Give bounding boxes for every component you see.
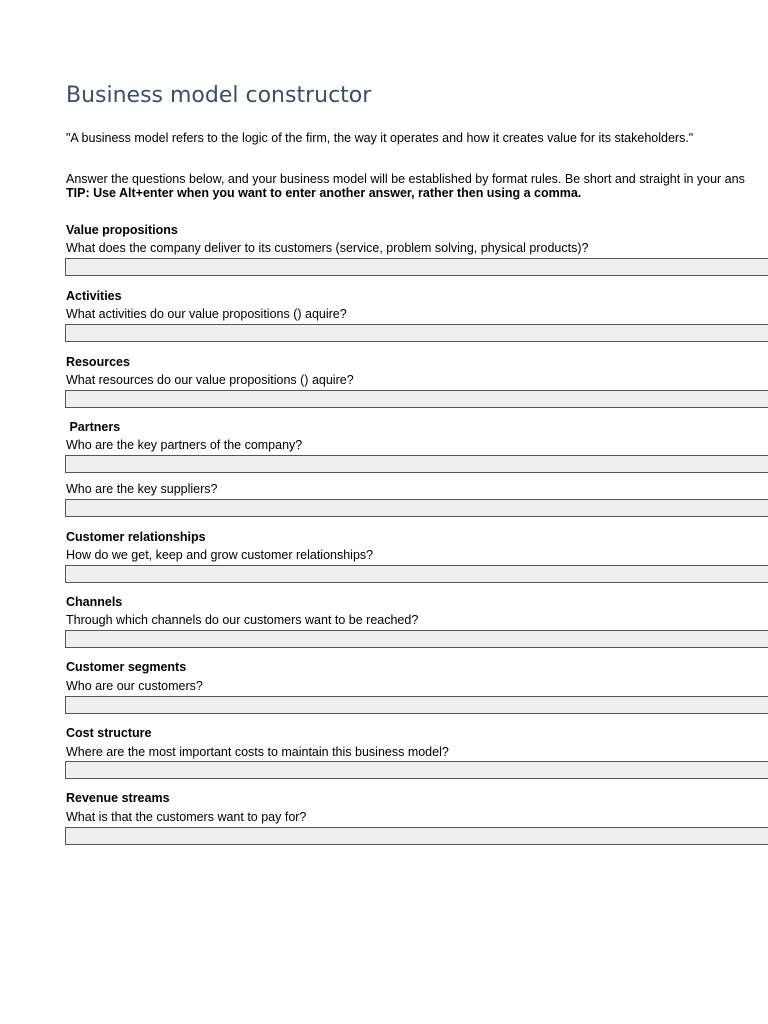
definition-quote: "A business model refers to the logic of the firm, the way it operates and how it creates value for its stakeholders." bbox=[66, 131, 694, 145]
answer-field-key-partners[interactable] bbox=[65, 455, 768, 473]
question-value-propositions: What does the company deliver to its customers (service, problem solving, physical products)? bbox=[66, 241, 589, 255]
section-heading-activities: Activities bbox=[66, 289, 122, 303]
answer-field-customer-relationships[interactable] bbox=[65, 565, 768, 583]
section-heading-revenue-streams: Revenue streams bbox=[66, 791, 170, 805]
answer-field-key-suppliers[interactable] bbox=[65, 499, 768, 517]
section-heading-customer-relationships: Customer relationships bbox=[66, 530, 206, 544]
section-heading-channels: Channels bbox=[66, 595, 123, 609]
section-heading-cost-structure: Cost structure bbox=[66, 726, 152, 740]
question-resources: What resources do our value propositions () aquire? bbox=[66, 373, 354, 387]
question-customer-segments: Who are our customers? bbox=[66, 679, 203, 693]
answer-field-value-propositions[interactable] bbox=[65, 258, 768, 276]
question-key-partners: Who are the key partners of the company? bbox=[66, 438, 303, 452]
answer-field-customer-segments[interactable] bbox=[65, 696, 768, 714]
instructions-text: Answer the questions below, and your business model will be established by format rules. Be short and straight in your ans bbox=[66, 172, 745, 186]
answer-field-revenue-streams[interactable] bbox=[65, 827, 768, 845]
page-title: Business model constructor bbox=[66, 83, 372, 108]
section-heading-value-propositions: Value propositions bbox=[66, 223, 178, 237]
tip-text: TIP: Use Alt+enter when you want to enter another answer, rather then using a comma. bbox=[66, 186, 582, 200]
question-revenue-streams: What is that the customers want to pay for? bbox=[66, 810, 307, 824]
answer-field-channels[interactable] bbox=[65, 630, 768, 648]
question-activities: What activities do our value propositions () aquire? bbox=[66, 307, 347, 321]
section-heading-customer-segments: Customer segments bbox=[66, 660, 187, 674]
answer-field-activities[interactable] bbox=[65, 324, 768, 342]
section-heading-resources: Resources bbox=[66, 355, 130, 369]
question-customer-relationships: How do we get, keep and grow customer relationships? bbox=[66, 548, 374, 562]
answer-field-resources[interactable] bbox=[65, 390, 768, 408]
question-key-suppliers: Who are the key suppliers? bbox=[66, 482, 218, 496]
section-heading-partners: Partners bbox=[66, 420, 121, 434]
question-channels: Through which channels do our customers want to be reached? bbox=[66, 613, 419, 627]
question-cost-structure: Where are the most important costs to maintain this business model? bbox=[66, 745, 449, 759]
answer-field-cost-structure[interactable] bbox=[65, 761, 768, 779]
